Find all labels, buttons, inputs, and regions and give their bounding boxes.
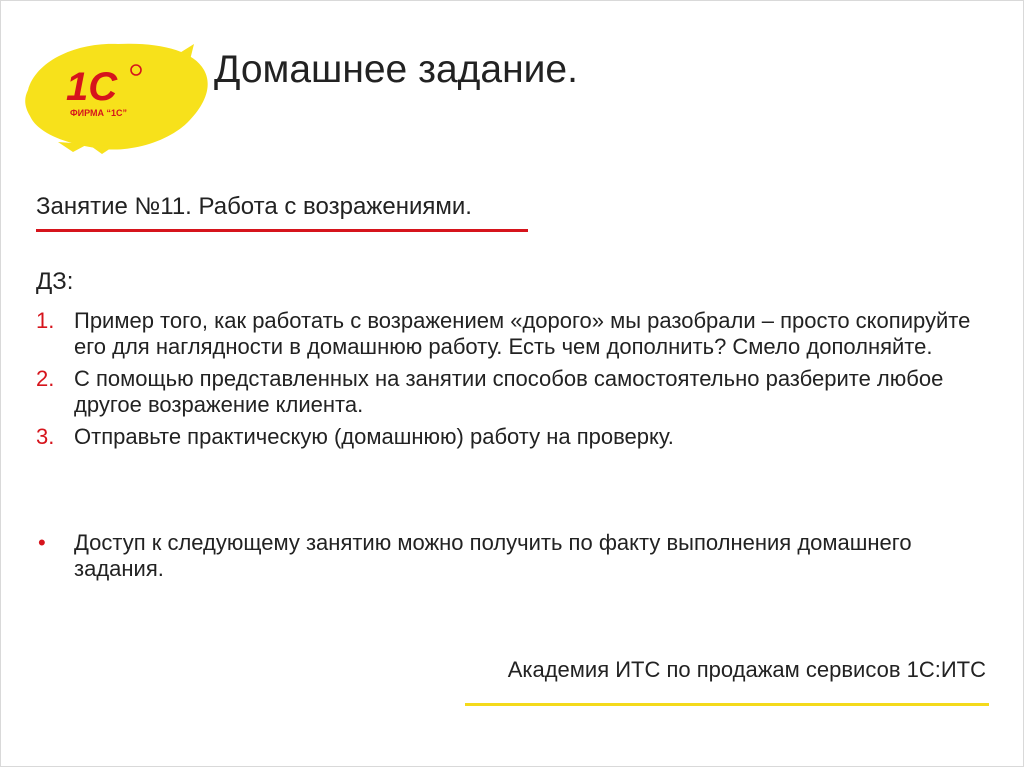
svg-text:1С: 1С <box>66 65 118 109</box>
task-item <box>36 424 996 450</box>
task-list <box>36 308 996 456</box>
svg-text:ФИРМА “1С”: ФИРМА “1С” <box>70 108 128 118</box>
task-number: 2. <box>36 366 55 391</box>
task-text: С помощью представленных на занятии способов самостоятельно разберите любое другое возражение клиента. <box>74 366 944 417</box>
lesson-heading: Занятие №11. Работа с возражениями. <box>36 193 472 220</box>
footer-divider <box>465 703 989 706</box>
task-number: 3. <box>36 424 55 449</box>
firma-1c-logo <box>18 30 218 160</box>
page-title: Домашнее задание. <box>214 48 578 91</box>
task-text: Отправьте практическую (домашнюю) работу на проверку. <box>74 424 674 449</box>
firma-1c-logo-graphic <box>18 30 218 160</box>
bullet-icon: • <box>38 530 46 555</box>
task-text: Пример того, как работать с возражением «дорого» мы разобрали – просто скопируйте его для наглядности в домашнюю работу. Есть чем дополнить? Смело дополняйте. <box>74 308 971 359</box>
homework-label: ДЗ: <box>36 268 74 295</box>
access-note-text: Доступ к следующему занятию можно получить по факту выполнения домашнего задания. <box>74 530 912 581</box>
task-number: 1. <box>36 308 55 333</box>
task-item <box>36 308 996 360</box>
access-note <box>36 530 996 582</box>
academy-footer: Академия ИТС по продажам сервисов 1С:ИТС <box>507 657 986 682</box>
task-item <box>36 366 996 418</box>
lesson-underline <box>36 229 528 232</box>
